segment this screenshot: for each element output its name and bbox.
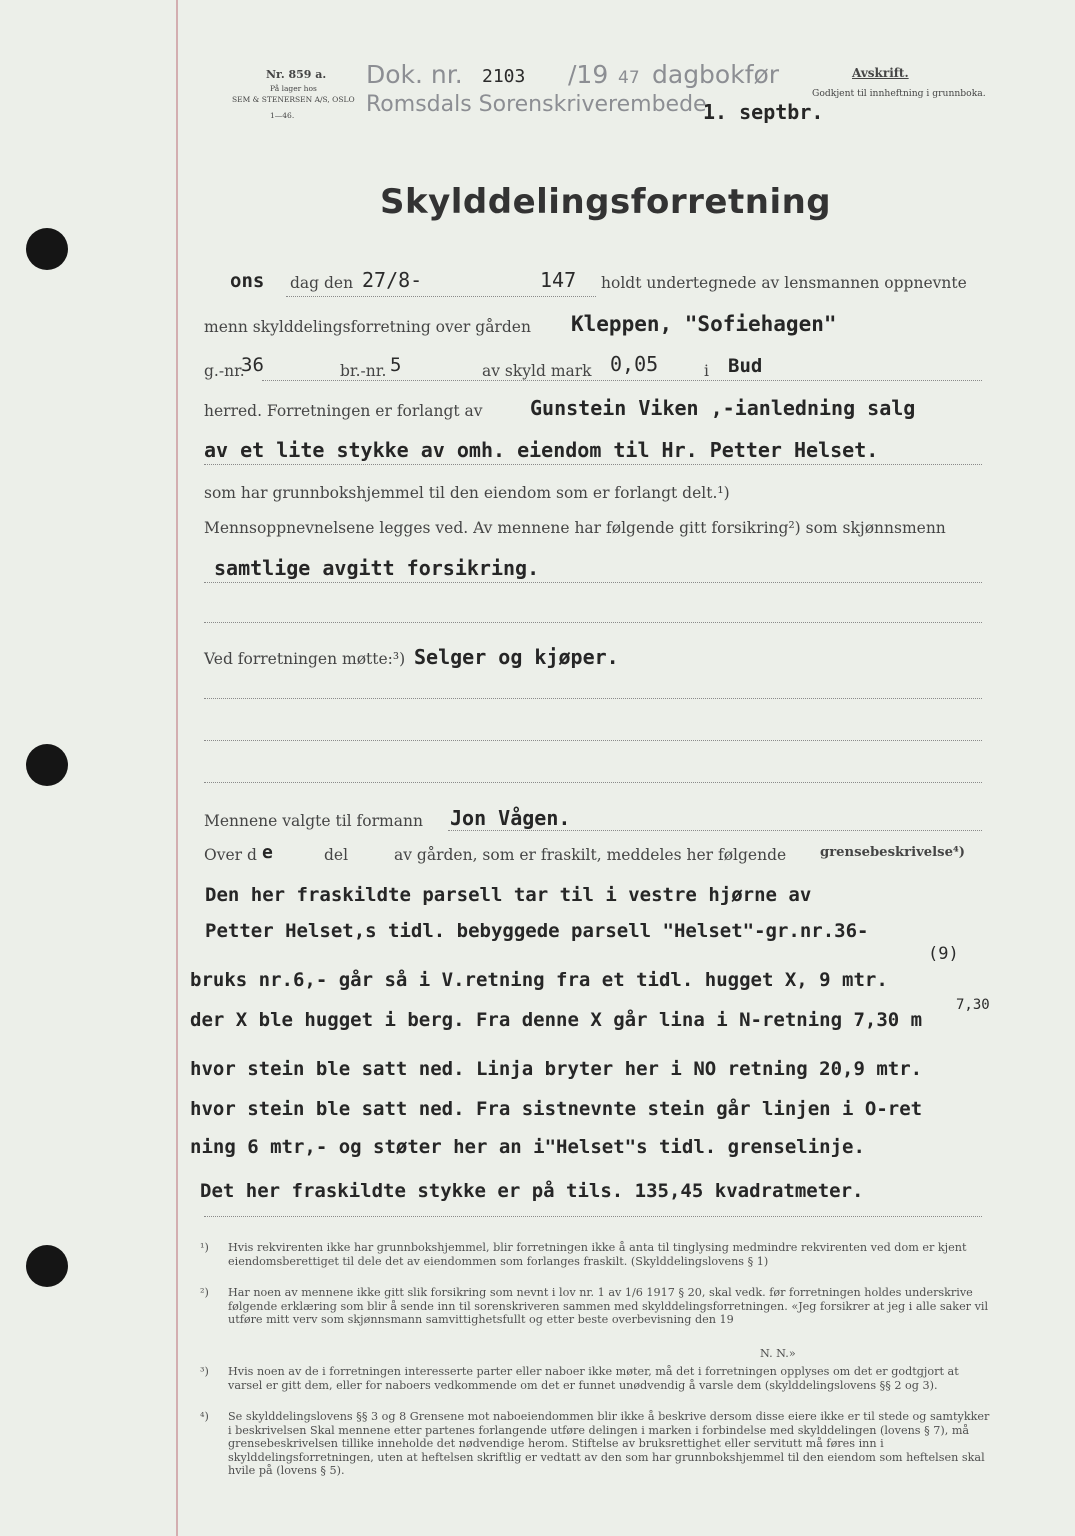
footnote-signature: N. N.» bbox=[760, 1347, 796, 1360]
requester-value: Gunstein Viken ,-ianledning salg bbox=[530, 396, 916, 420]
gnr-value: 36 bbox=[241, 354, 264, 376]
stamp-year-suffix: 47 bbox=[618, 68, 640, 88]
avskrift-label: Avskrift. bbox=[852, 66, 909, 80]
holdt-text: holdt undertegnede av lensmannen oppnevnte bbox=[601, 274, 967, 292]
publisher-line: På lager hos bbox=[270, 84, 317, 93]
forsikring-value: samtlige avgitt forsikring. bbox=[214, 556, 540, 580]
over-hand: e bbox=[262, 842, 273, 863]
correction-note: 7,30 bbox=[956, 997, 990, 1013]
grunnbok-text: som har grunnbokshjemmel til den eiendom som er forlangt delt.¹) bbox=[204, 484, 730, 502]
punch-hole bbox=[26, 1245, 68, 1287]
publisher-line: 1—46. bbox=[270, 111, 295, 120]
skyld-label: av skyld mark bbox=[482, 362, 592, 380]
description-line: ning 6 mtr,- og støter her an i"Helset"s tidl. grenselinje. bbox=[190, 1136, 865, 1158]
description-line: hvor stein ble satt ned. Linja bryter her i NO retning 20,9 mtr. bbox=[190, 1058, 923, 1080]
publisher-line: SEM & STENERSEN A/S, OSLO bbox=[232, 95, 355, 104]
brnr-label: br.-nr. bbox=[340, 362, 387, 380]
formann-value: Jon Vågen. bbox=[450, 806, 571, 830]
fill-line bbox=[204, 464, 982, 465]
day-value: ons bbox=[230, 270, 265, 292]
gnr-label: g.-nr. bbox=[204, 362, 245, 380]
fill-line bbox=[286, 296, 596, 297]
stamp-court: Romsdals Sorenskriverembede bbox=[366, 92, 707, 117]
fill-line bbox=[204, 782, 982, 783]
motte-value: Selger og kjøper. bbox=[414, 645, 619, 669]
dag-den-label: dag den bbox=[290, 274, 354, 292]
punch-hole bbox=[26, 228, 68, 270]
fill-line bbox=[204, 582, 982, 583]
brnr-value: 5 bbox=[390, 354, 402, 376]
fill-line bbox=[204, 740, 982, 741]
i-label: i bbox=[704, 362, 709, 380]
fill-line bbox=[204, 698, 982, 699]
stamp-dagbok: dagbokfør bbox=[652, 60, 780, 89]
date-value: 27/8- bbox=[362, 268, 423, 292]
requester-line2: av et lite stykke av omh. eiendom til Hr. Petter Helset. bbox=[204, 438, 879, 462]
grensebeskrivelse-label: grensebeskrivelse⁴) bbox=[820, 845, 965, 860]
del-label: del bbox=[324, 846, 349, 864]
description-line: bruks nr.6,- går så i V.retning fra et tidl. hugget X, 9 mtr. bbox=[190, 969, 888, 991]
fill-line bbox=[262, 380, 982, 381]
skyld-value: 0,05 bbox=[610, 352, 659, 376]
description-line: Petter Helset,s tidl. bebyggede parsell "Helset"-gr.nr.36- bbox=[205, 920, 869, 942]
description-line: der X ble hugget i berg. Fra denne X går lina i N-retning 7,30 m bbox=[190, 1009, 923, 1031]
fill-line bbox=[204, 1216, 982, 1217]
year-value: 147 bbox=[540, 268, 577, 292]
stamp-dok-nr: Dok. nr. bbox=[366, 60, 463, 89]
footnote: ⁴) Se skylddelingslovens §§ 3 og 8 Grensene mot naboeiendommen blir ikke å beskrive dersom disse eiere ikke er til stede og samtykker i beskrivelsen Skal mennene etter partenes forlangende utføre delingen i marken i forbindelse med skylddelingen (lovens § 7), må grensebeskrivelsen tillike inneholde det nødvendige herom. Stiftelse av bruksrettighet eller servitutt må føres inn i skylddelingsforretningen, uten at heftelsen skriftlig er vedtatt av den som har grunnbokshjemmel til den eiendom som heftelsen skal hvile på (lovens § 5). bbox=[200, 1410, 990, 1478]
form-number: Nr. 859 a. bbox=[266, 68, 327, 81]
godkjent-text: Godkjent til innheftning i grunnboka. bbox=[812, 88, 986, 99]
footnote: ¹) Hvis rekvirenten ikke har grunnbokshjemmel, blir forretningen ikke å anta til tinglysing medmindre rekvirenten ved dom er kjent eiendomsberettiget til dele det av eiendommen som forlanges fraskilt. (Skylddelingslovens § 1) bbox=[200, 1241, 967, 1268]
formann-label: Mennene valgte til formann bbox=[204, 812, 423, 830]
herred-text: herred. Forretningen er forlangt av bbox=[204, 402, 483, 420]
farm-value: Kleppen, "Sofiehagen" bbox=[571, 312, 837, 336]
date-stamp: 1. septbr. bbox=[703, 100, 824, 124]
stamp-year-prefix: /19 bbox=[568, 60, 609, 89]
footnote: ²) Har noen av mennene ikke gitt slik forsikring som nevnt i lov nr. 1 av 1/6 1917 § 20, skal vedk. før forretningen holdes underskrive følgende erklæring som blir å sende inn til sorenskriveren sammen med skylddelingsforretningen. «Jeg forsikrer at jeg i alle saker vil utføre mitt verv som skjønnsmann samvittighetsfullt og etter beste overbevisning den 19 bbox=[200, 1286, 989, 1327]
description-line: Det her fraskildte stykke er på tils. 135,45 kvadratmeter. bbox=[200, 1180, 864, 1202]
over-label: Over d bbox=[204, 846, 257, 864]
herred-value: Bud bbox=[728, 355, 763, 377]
fill-line bbox=[448, 830, 982, 831]
doc-number: 2103 bbox=[482, 66, 526, 87]
footnote: ³) Hvis noen av de i forretningen interesserte parter eller naboer ikke møter, må det i forretningen opplyses om det er godtgjort at varsel er gitt dem, eller for naboers vedkommende om det er funnet unødvendig å varsle dem (skylddelingslovens §§ 2 og 3). bbox=[200, 1365, 959, 1392]
page-title: Skylddelingsforretning bbox=[380, 182, 832, 222]
motte-label: Ved forretningen møtte:³) bbox=[204, 650, 406, 668]
margin-rule bbox=[176, 0, 178, 1536]
fill-line bbox=[204, 622, 982, 623]
description-line: Den her fraskildte parsell tar til i vestre hjørne av bbox=[205, 884, 812, 906]
correction-note: (9) bbox=[928, 944, 959, 964]
description-line: hvor stein ble satt ned. Fra sistnevnte stein går linjen i O-ret bbox=[190, 1098, 923, 1120]
menn-text: menn skylddelingsforretning over gården bbox=[204, 318, 531, 336]
menn-oppnevnelse-text: Mennsoppnevnelsene legges ved. Av mennene har følgende gitt forsikring²) som skjønnsmenn bbox=[204, 519, 946, 537]
over-gaarden-text: av gården, som er fraskilt, meddeles her følgende bbox=[394, 846, 787, 864]
punch-hole bbox=[26, 744, 68, 786]
